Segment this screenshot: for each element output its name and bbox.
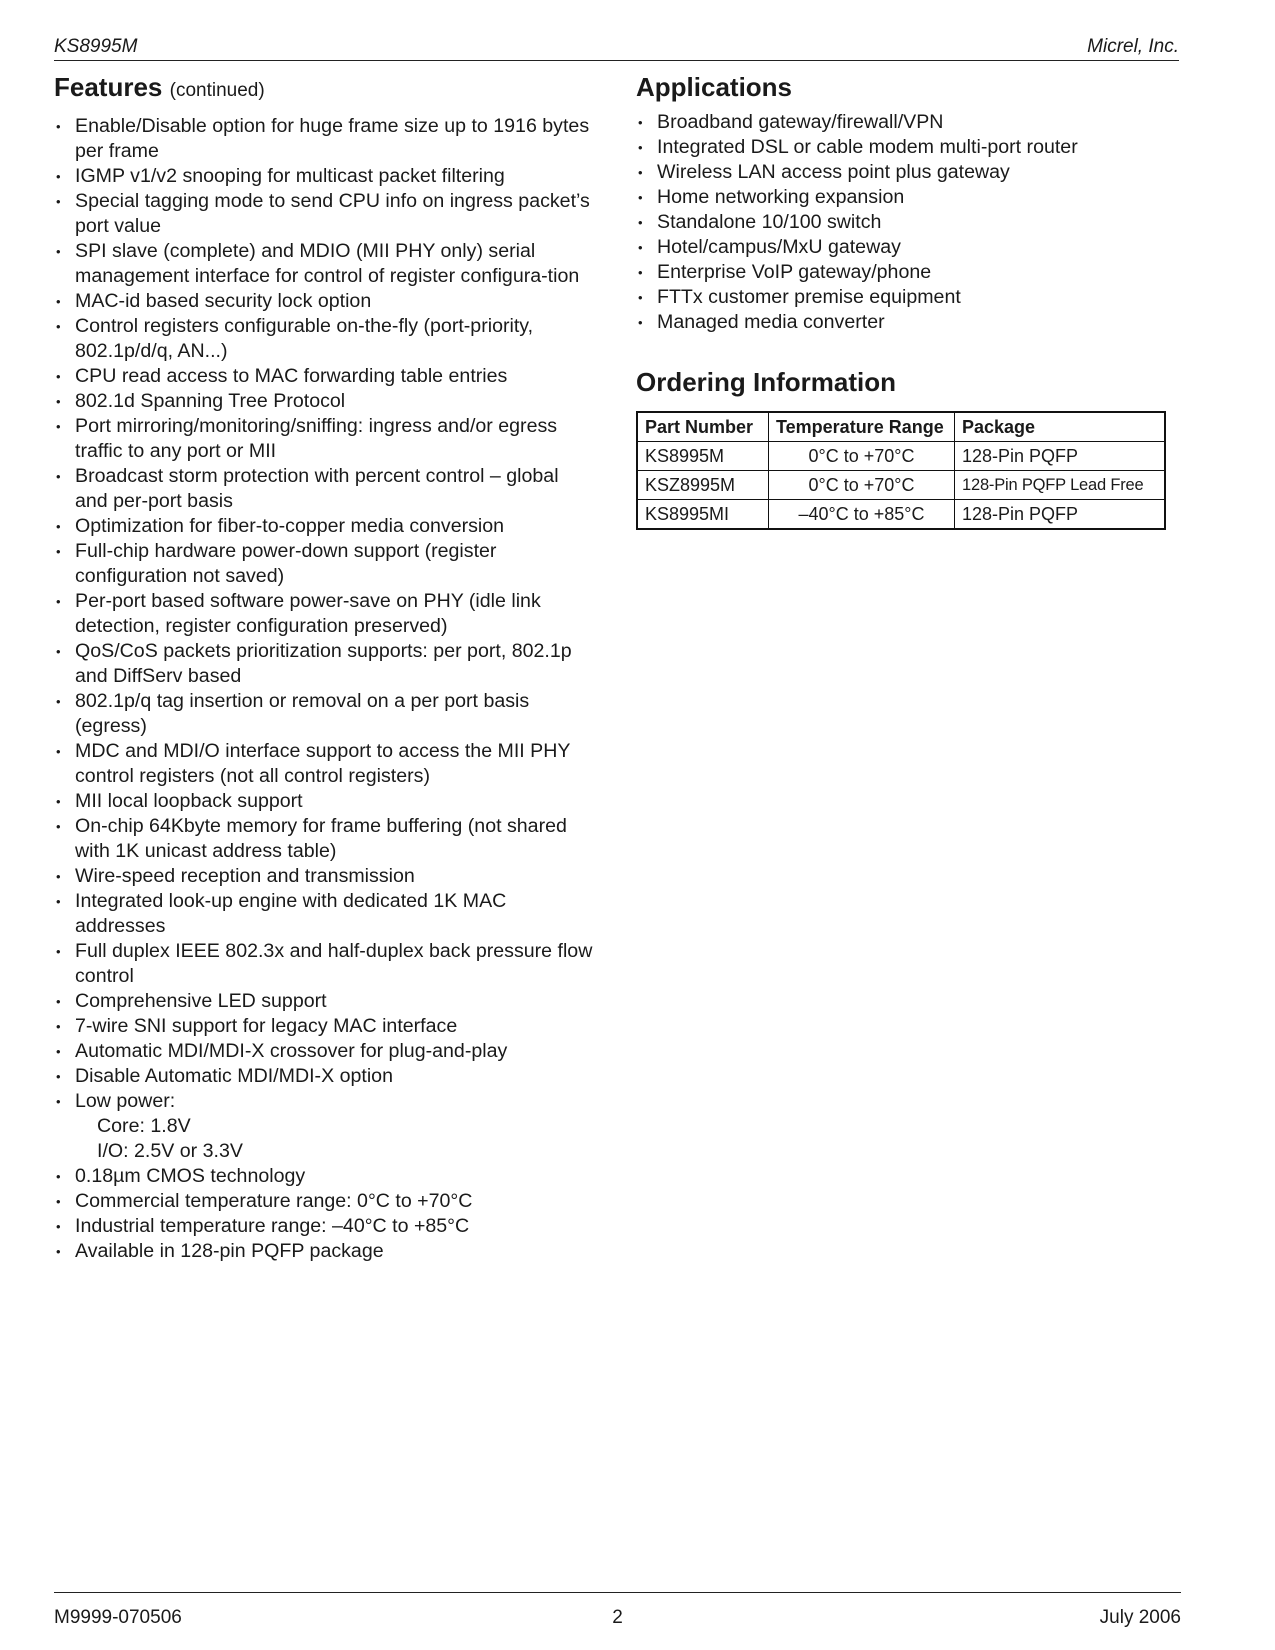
list-item: • Full duplex IEEE 802.3x and half-duplex back pressure flow control	[54, 939, 594, 989]
list-item: • CPU read access to MAC forwarding table entries	[54, 364, 594, 389]
list-item: • Integrated look-up engine with dedicated 1K MAC addresses	[54, 889, 594, 939]
table-row	[637, 500, 1165, 530]
list-item: • QoS/CoS packets prioritization supports: per port, 802.1p and DiffServ based	[54, 639, 594, 689]
applications-heading: Applications	[636, 72, 793, 102]
list-item: • Integrated DSL or cable modem multi-port router	[636, 135, 1181, 160]
low-power-label: Low power:	[75, 1090, 176, 1112]
list-item: • Per-port based software power-save on PHY (idle link detection, register configuration preserved)	[54, 589, 594, 639]
list-item: • SPI slave (complete) and MDIO (MII PHY only) serial management interface for control of register configura-tion	[54, 239, 594, 289]
list-item: • Optimization for fiber-to-copper media conversion	[54, 514, 594, 539]
list-item: • Automatic MDI/MDI-X crossover for plug-and-play	[54, 1039, 594, 1064]
list-item: • Broadband gateway/firewall/VPN	[636, 110, 1181, 135]
cell-part-number: KSZ8995M	[637, 471, 769, 500]
cell-package: 128-Pin PQFP Lead Free	[955, 471, 1166, 500]
cell-temperature: 0°C to +70°C	[769, 471, 955, 500]
page-footer	[54, 1592, 1181, 1633]
footer-doc-number: M9999-070506	[54, 1607, 182, 1628]
ordering-heading: Ordering Information	[636, 367, 896, 397]
footer-date: July 2006	[1099, 1607, 1181, 1628]
features-title-suffix: (continued)	[169, 80, 265, 101]
col-part-number: Part Number	[637, 412, 769, 442]
list-item: • Full-chip hardware power-down support (register configuration not saved)	[54, 539, 594, 589]
applications-column	[636, 70, 1181, 530]
list-item: • On-chip 64Kbyte memory for frame buffering (not shared with 1K unicast address table)	[54, 814, 594, 864]
table-row	[637, 471, 1165, 500]
list-item: • Managed media converter	[636, 310, 1181, 335]
cell-part-number: KS8995MI	[637, 500, 769, 530]
list-item: • Control registers configurable on-the-fly (port-priority, 802.1p/d/q, AN...)	[54, 314, 594, 364]
list-item: • 0.18µm CMOS technology	[54, 1164, 594, 1189]
header-part-number: KS8995M	[54, 36, 138, 57]
table-header-row	[637, 412, 1165, 442]
list-item: • Enable/Disable option for huge frame size up to 1916 bytes per frame	[54, 114, 594, 164]
applications-list	[636, 110, 1181, 335]
list-item: • Enterprise VoIP gateway/phone	[636, 260, 1181, 285]
cell-temperature: –40°C to +85°C	[769, 500, 955, 530]
page-header	[54, 34, 1179, 61]
table-row	[637, 442, 1165, 471]
list-item: • MAC-id based security lock option	[54, 289, 594, 314]
list-item: • 802.1d Spanning Tree Protocol	[54, 389, 594, 414]
ordering-table	[636, 411, 1166, 530]
features-heading	[54, 70, 594, 108]
list-item: • Wire-speed reception and transmission	[54, 864, 594, 889]
cell-package: 128-Pin PQFP	[955, 500, 1166, 530]
list-item: • MII local loopback support	[54, 789, 594, 814]
list-item: • Available in 128-pin PQFP package	[54, 1239, 594, 1264]
list-item: • Special tagging mode to send CPU info on ingress packet’s port value	[54, 189, 594, 239]
low-power-core: Core: 1.8V	[97, 1115, 191, 1137]
cell-temperature: 0°C to +70°C	[769, 442, 955, 471]
cell-part-number: KS8995M	[637, 442, 769, 471]
col-temperature-range: Temperature Range	[769, 412, 955, 442]
list-item: • Commercial temperature range: 0°C to +70°C	[54, 1189, 594, 1214]
list-item: • MDC and MDI/O interface support to access the MII PHY control registers (not all control registers)	[54, 739, 594, 789]
features-list	[54, 114, 594, 1264]
header-company: Micrel, Inc.	[1087, 36, 1179, 57]
features-title: Features	[54, 72, 163, 102]
list-item-low-power	[54, 1089, 594, 1164]
cell-package: 128-Pin PQFP	[955, 442, 1166, 471]
footer-page-number: 2	[612, 1607, 623, 1628]
list-item: • 7-wire SNI support for legacy MAC interface	[54, 1014, 594, 1039]
low-power-io: I/O: 2.5V or 3.3V	[97, 1140, 243, 1162]
features-column	[54, 70, 594, 1264]
list-item: • IGMP v1/v2 snooping for multicast packet filtering	[54, 164, 594, 189]
list-item: • Wireless LAN access point plus gateway	[636, 160, 1181, 185]
list-item: • Standalone 10/100 switch	[636, 210, 1181, 235]
list-item: • Broadcast storm protection with percent control – global and per-port basis	[54, 464, 594, 514]
list-item: • Industrial temperature range: –40°C to +85°C	[54, 1214, 594, 1239]
col-package: Package	[955, 412, 1166, 442]
list-item: • Comprehensive LED support	[54, 989, 594, 1014]
list-item: • Hotel/campus/MxU gateway	[636, 235, 1181, 260]
list-item: • Port mirroring/monitoring/sniffing: ingress and/or egress traffic to any port or MII	[54, 414, 594, 464]
list-item: • Disable Automatic MDI/MDI-X option	[54, 1064, 594, 1089]
list-item: • 802.1p/q tag insertion or removal on a per port basis (egress)	[54, 689, 594, 739]
list-item: • Home networking expansion	[636, 185, 1181, 210]
list-item: • FTTx customer premise equipment	[636, 285, 1181, 310]
